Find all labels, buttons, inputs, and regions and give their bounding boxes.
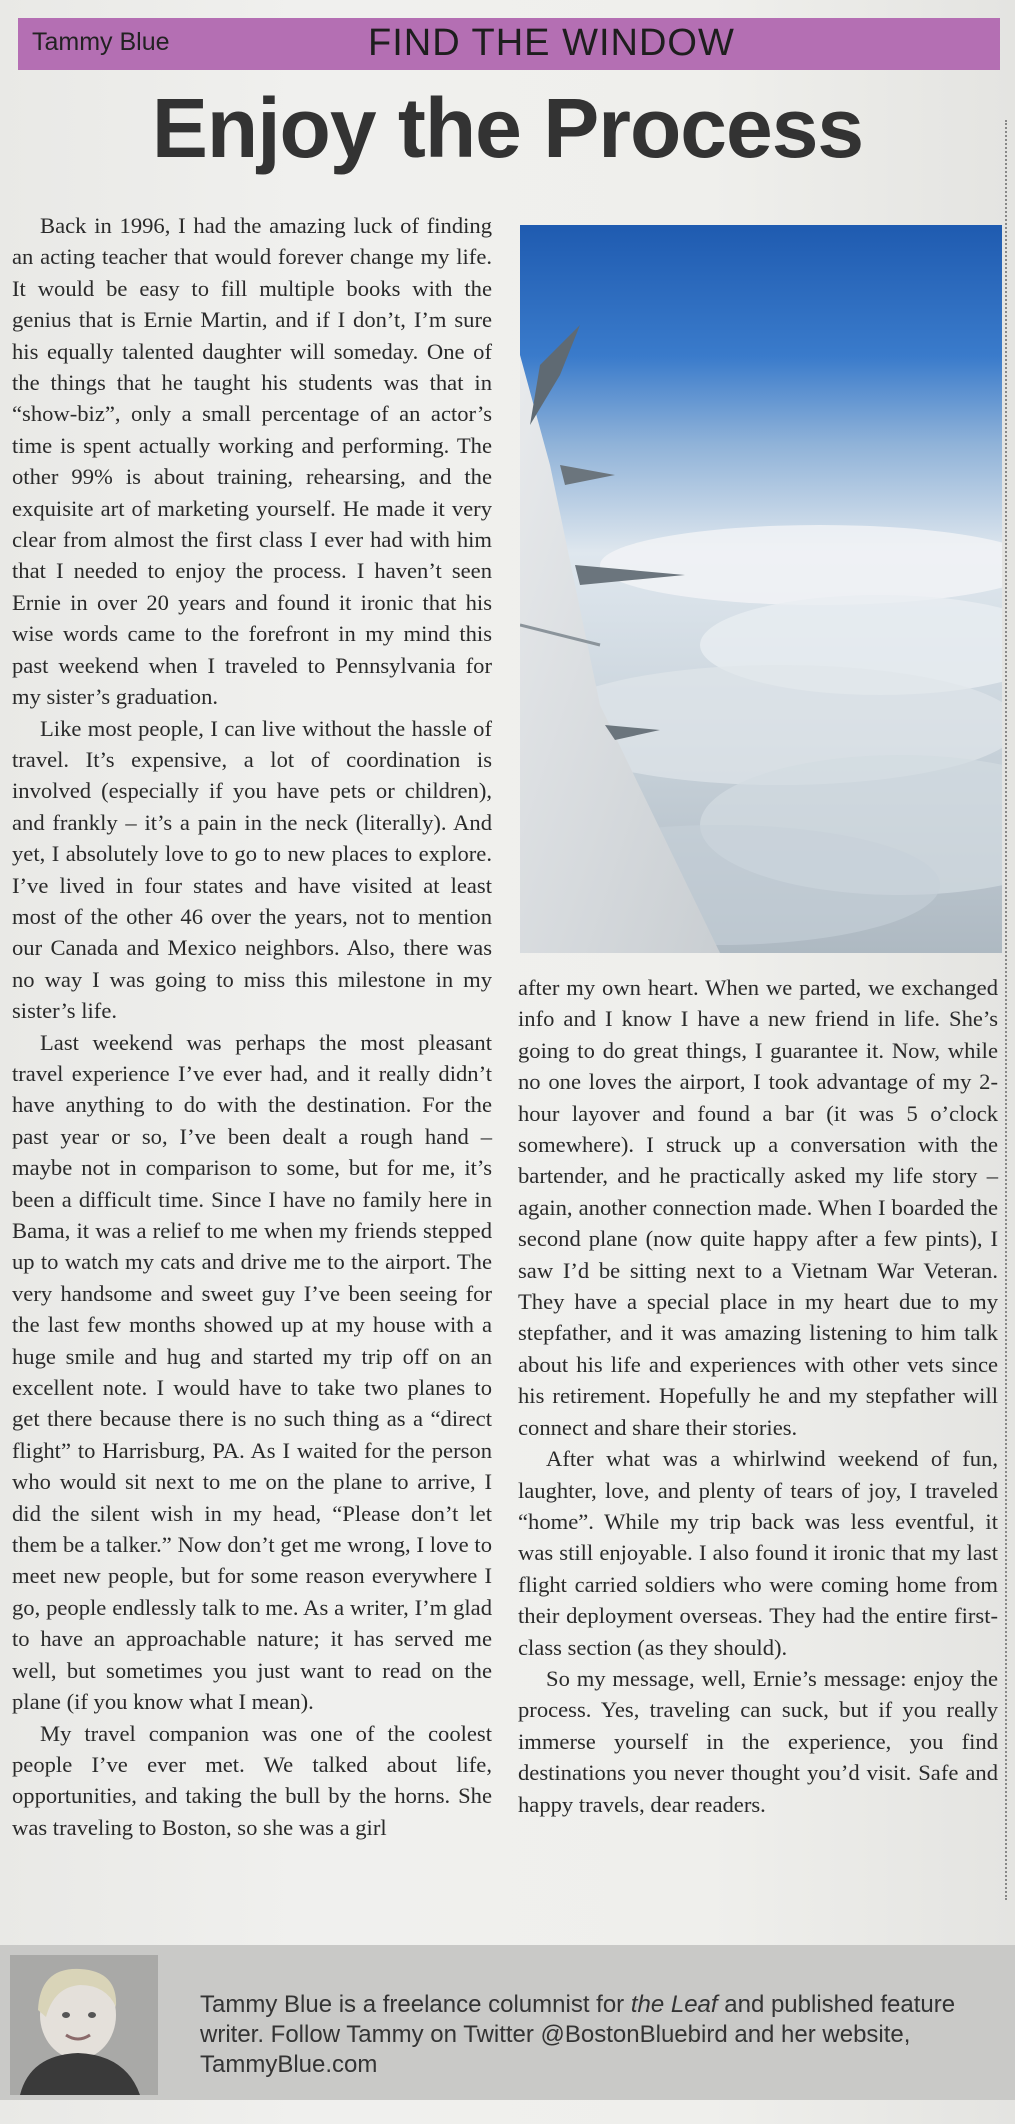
article-right-column bbox=[518, 972, 998, 1820]
article-title: Enjoy the Process bbox=[151, 81, 864, 175]
article-left-column bbox=[12, 210, 492, 1843]
paragraph: Like most people, I can live without the hassle of travel. It’s expensive, a lot of coordination is involved (especially if you have pets or children), and frankly – it’s a pain in the neck (literally). And yet, I absolutely love to go to new places to explore. I’ve lived in four states and have visited at least most of the other 46 over the years, not to mention our Canada and Mexico neighbors. Also, there was no way I was going to miss this milestone in my sister’s life. bbox=[12, 715, 492, 1024]
author-bio bbox=[200, 1990, 990, 2080]
airplane-wing-photo bbox=[520, 225, 1002, 953]
paragraph: So my message, well, Ernie’s message: enjoy the process. Yes, traveling can suck, but if you really immerse yourself in the experience, you find destinations you never thought you’d visit. Safe and happy travels, dear readers. bbox=[518, 1665, 998, 1817]
author-photo bbox=[10, 1955, 158, 2095]
paragraph: Last weekend was perhaps the most pleasant travel experience I’ve ever had, and it really didn’t have anything to do with the destination. For the past year or so, I’ve been dealt a rough hand – maybe not in comparison to some, but for me, it’s been a difficult time. Since I have no family here in Bama, it was a relief to me when my friends stepped up to watch my cats and drive me to the airport. The very handsome and sweet guy I’ve been seeing for the last few months showed up at my house with a huge smile and hug and started my trip off on an excellent note. I would have to take two planes to get there because there is no such thing as a “direct flight” to Harrisburg, PA. As I waited for the person who would sit next to me on the plane to arrive, I did the silent wish in my head, “Please don’t let them be a talker.” Now don’t get me wrong, I love to meet new people, but for some reason everywhere I go, people endlessly talk to me. As a writer, I’m glad to have an approachable nature; it has served me well, but sometimes you just want to read on the plane (if you know what I mean). bbox=[12, 1029, 492, 1715]
paragraph: after my own heart. When we parted, we exchanged info and I know I have a new friend in life. She’s going to do great things, I guarantee it. Now, while no one loves the airport, I took advantage of my 2-hour layover and found a bar (it was 5 o’clock somewhere). I struck up a conversation with the bartender, and he practically asked my life story – again, another connection made. When I boarded the second plane (now quite happy after a few pints), I saw I’d be sitting next to a Vietnam War Veteran. They have a special place in my heart due to my stepfather, and it was amazing listening to him talk about his life and experiences with other vets since his retirement. Hopefully he and my stepfather will connect and share their stories. bbox=[518, 975, 998, 1440]
author-byline: Tammy Blue bbox=[32, 28, 170, 56]
column-header-band bbox=[18, 18, 1000, 70]
publication-name: the Leaf bbox=[630, 1991, 718, 2018]
column-name: FIND THE WINDOW bbox=[368, 22, 735, 64]
paragraph: Back in 1996, I had the amazing luck of finding an acting teacher that would forever change my life. It would be easy to fill multiple books with the genius that is Ernie Martin, and if I don’t, I’m sure his equally talented daughter will someday. One of the things that he taught his students was that in “show-biz”, only a small percentage of an actor’s time is spent actually working and performing. The other 99% is about training, rehearsing, and the exquisite art of marketing yourself. He made it very clear from almost the first class I ever had with him that I needed to enjoy the process. I haven’t seen Ernie in over 20 years and found it ironic that his wise words came to the forefront in my mind this past weekend when I traveled to Pennsylvania for my sister’s graduation. bbox=[12, 213, 492, 710]
paragraph: My travel companion was one of the coolest people I’ve ever met. We talked about life, opportunities, and taking the bull by the horns. She was traveling to Boston, so she was a girl bbox=[12, 1720, 492, 1840]
author-bio-box bbox=[0, 1945, 1015, 2100]
bio-text-start: Tammy Blue is a freelance columnist for bbox=[200, 1991, 631, 2018]
bio-text-end: and published feature writer. Follow Tammy on Twitter @BostonBluebird and her website, TammyBlue.com bbox=[200, 1991, 956, 2078]
author-portrait-icon bbox=[10, 1955, 158, 2095]
column-divider bbox=[1005, 120, 1007, 1900]
airplane-wing-image bbox=[520, 225, 1002, 953]
paragraph: After what was a whirlwind weekend of fun, laughter, love, and plenty of tears of joy, I traveled “home”. While my trip back was less eventful, it was still enjoyable. I also found it ironic that my last flight carried soldiers who were coming home from their deployment overseas. They had the entire first-class section (as they should). bbox=[518, 1446, 998, 1660]
